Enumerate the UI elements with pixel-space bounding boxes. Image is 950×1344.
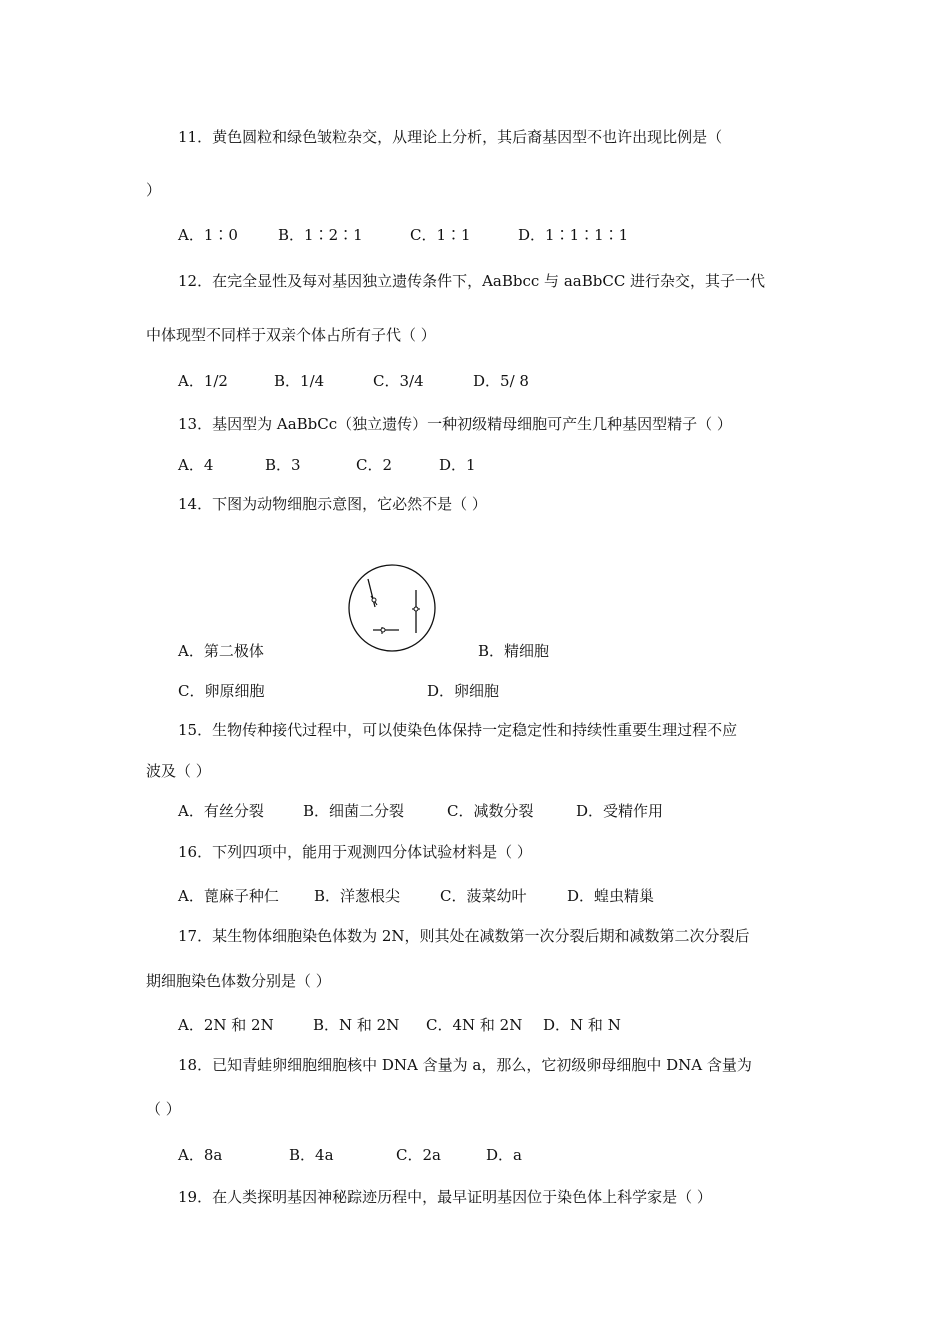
q13-option-d: D．1 bbox=[439, 456, 476, 474]
q17-option-a: A．2N 和 2N bbox=[178, 1016, 274, 1034]
q17-stem: 17．某生物体细胞染色体数为 2N，则其处在减数第一次分裂后期和减数第二次分裂后 bbox=[178, 927, 750, 945]
q17-option-c: C．4N 和 2N bbox=[426, 1016, 523, 1034]
q15-option-b: B．细菌二分裂 bbox=[303, 802, 405, 820]
q11-stem-cont: ） bbox=[146, 181, 162, 199]
q12-stem: 12．在完全显性及每对基因独立遗传条件下，AaBbcc 与 aaBbCC 进行杂交，其子一代 bbox=[178, 272, 766, 290]
q14-option-a: A．第二极体 bbox=[178, 642, 264, 660]
q16-stem: 16．下列四项中，能用于观测四分体试验材料是（ ） bbox=[178, 843, 532, 861]
q16-option-b: B．洋葱根尖 bbox=[314, 887, 401, 905]
q18-option-a: A．8a bbox=[178, 1146, 223, 1164]
q12-option-c: C．3/4 bbox=[373, 372, 424, 390]
q12-option-a: A．1/2 bbox=[178, 372, 228, 390]
q14-stem: 14．下图为动物细胞示意图，它必然不是（ ） bbox=[178, 495, 487, 513]
chromosome-right bbox=[412, 590, 420, 633]
q17-option-d: D．N 和 N bbox=[543, 1016, 621, 1034]
q13-option-b: B．3 bbox=[265, 456, 301, 474]
q13-option-c: C．2 bbox=[356, 456, 393, 474]
q12-option-b: B．1/4 bbox=[274, 372, 325, 390]
q18-option-d: D．a bbox=[486, 1146, 522, 1164]
q14-option-b: B．精细胞 bbox=[478, 642, 550, 660]
q12-option-d: D．5/ 8 bbox=[473, 372, 529, 390]
q16-option-c: C．菠菜幼叶 bbox=[440, 887, 527, 905]
q14-option-c: C．卵原细胞 bbox=[178, 682, 265, 700]
q19-stem: 19．在人类探明基因神秘踪迹历程中，最早证明基因位于染色体上科学家是（ ） bbox=[178, 1188, 712, 1206]
q11-option-d: D．1∶1∶1∶1 bbox=[518, 226, 629, 244]
q15-option-c: C．减数分裂 bbox=[447, 802, 534, 820]
q15-option-a: A．有丝分裂 bbox=[178, 802, 264, 820]
q13-stem: 13．基因型为 AaBbCc（独立遗传）一种初级精母细胞可产生几种基因型精子（ ） bbox=[178, 415, 732, 433]
q18-stem-cont: （ ） bbox=[146, 1100, 181, 1118]
q11-stem: 11．黄色圆粒和绿色皱粒杂交，从理论上分析，其后裔基因型不也许出现比例是（ bbox=[178, 128, 723, 146]
q11-option-b: B．1∶2∶1 bbox=[278, 226, 363, 244]
q15-stem: 15．生物传种接代过程中，可以使染色体保持一定稳定性和持续性重要生理过程不应 bbox=[178, 721, 738, 739]
animal-cell-diagram bbox=[346, 561, 438, 655]
q17-stem-cont: 期细胞染色体数分别是（ ） bbox=[146, 972, 331, 990]
q18-option-b: B．4a bbox=[289, 1146, 334, 1164]
q15-stem-cont: 波及（ ） bbox=[146, 762, 211, 780]
q17-option-b: B．N 和 2N bbox=[313, 1016, 400, 1034]
q16-option-a: A．蓖麻子种仁 bbox=[178, 887, 279, 905]
cell-membrane bbox=[349, 565, 435, 651]
q18-option-c: C．2a bbox=[396, 1146, 441, 1164]
q16-option-d: D．蝗虫精巢 bbox=[567, 887, 655, 905]
q15-option-d: D．受精作用 bbox=[576, 802, 664, 820]
q12-stem-cont: 中体现型不同样于双亲个体占所有子代（ ） bbox=[146, 326, 436, 344]
q18-stem: 18．已知青蛙卵细胞细胞核中 DNA 含量为 a，那么，它初级卵母细胞中 DNA 含量为 bbox=[178, 1056, 752, 1074]
q11-option-c: C．1∶1 bbox=[410, 226, 471, 244]
chromosome-upper-left bbox=[368, 579, 377, 607]
q11-option-a: A．1∶0 bbox=[178, 226, 238, 244]
q14-option-d: D．卵细胞 bbox=[427, 682, 500, 700]
q13-option-a: A．4 bbox=[178, 456, 214, 474]
chromosome-bottom bbox=[373, 627, 399, 634]
